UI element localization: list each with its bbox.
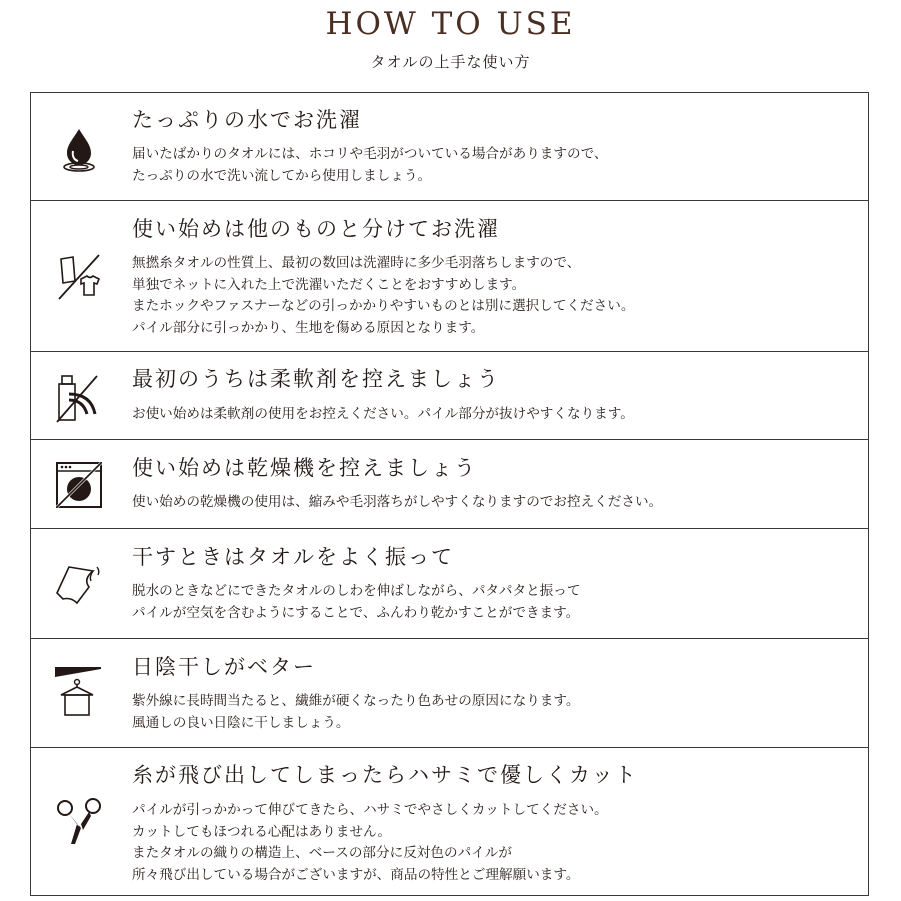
body-line: パイルが空気を含むようにすることで、ふんわり乾かすことができます。 [132, 604, 580, 621]
body-line: 届いたばかりのタオルには、ホコリや毛羽がついている場合がありますので、 [132, 146, 608, 162]
section-row-shake [31, 529, 868, 639]
section-body [132, 492, 662, 514]
usage-table [30, 92, 869, 896]
wash-separately-icon [53, 251, 105, 303]
section-row-scissors [31, 748, 868, 895]
section-row-wash-separately [31, 201, 868, 352]
shake-towel-icon [53, 557, 105, 609]
body-line: 単独でネットに入れた上で洗濯いただくことをおすすめします。 [132, 276, 526, 293]
page-subtitle: タオルの上手な使い方 [370, 53, 531, 71]
section-body [132, 800, 608, 886]
shade-dry-icon [53, 665, 105, 717]
section-row-dryer [31, 440, 868, 529]
section-row-water [31, 93, 868, 201]
body-line: パイル部分に引っかかり、生地を傷める原因となります。 [132, 319, 485, 336]
section-body [132, 581, 580, 624]
section-heading: 使い始めは乾燥機を控えましょう [132, 456, 477, 480]
section-body [132, 144, 608, 187]
body-line: お使い始めは柔軟剤の使用をお控えください。パイル部分が抜けやすくなります。 [132, 406, 634, 422]
section-row-softener [31, 352, 868, 440]
section-body [132, 404, 634, 426]
body-line: 紫外線に長時間当たると、繊維が硬くなったり色あせの原因になります。 [132, 693, 580, 709]
section-heading: 最初のうちは柔軟剤を控えましょう [132, 367, 500, 391]
body-line: 脱水のときなどにできたタオルのしわを伸ばしながら、パタパタと振って [132, 583, 581, 599]
scissors-icon [53, 796, 105, 848]
no-dryer-icon [53, 459, 105, 511]
body-line: 無撚糸タオルの性質上、最初の数回は洗濯時に多少毛羽落ちしますので、 [132, 255, 581, 271]
section-row-shade [31, 639, 868, 748]
no-softener-icon [53, 372, 105, 424]
section-heading: たっぷりの水でお洗濯 [132, 108, 362, 132]
body-line: 風通しの良い日陰に干しましょう。 [132, 714, 350, 731]
section-heading: 干すときはタオルをよく振って [132, 545, 454, 569]
body-line: 使い始めの乾燥機の使用は、縮みや毛羽落ちがしやすくなりますのでお控えください。 [132, 494, 663, 510]
body-line: カットしてもほつれる心配はありません。 [132, 823, 391, 840]
section-body [132, 691, 580, 734]
body-line: たっぷりの水で洗い流してから使用しましょう。 [132, 167, 432, 184]
section-heading: 糸が飛び出してしまったらハサミで優しくカット [132, 763, 638, 787]
section-heading: 日陰干しがベター [132, 655, 316, 679]
body-line: またタオルの織りの構造上、ベースの部分に反対色のパイルが [132, 845, 512, 861]
body-line: パイルが引っかかって伸びてきたら、ハサミでやさしくカットしてください。 [132, 802, 608, 818]
section-body [132, 253, 634, 339]
body-line: またホックやファスナーなどの引っかかりやすいものとは別に選択してください。 [132, 298, 635, 314]
water-drop-icon [53, 123, 105, 175]
page-title: HOW TO USE [325, 6, 576, 42]
section-heading: 使い始めは他のものと分けてお洗濯 [132, 217, 500, 241]
body-line: 所々飛び出している場合がございますが、商品の特性とご理解願います。 [132, 866, 580, 883]
